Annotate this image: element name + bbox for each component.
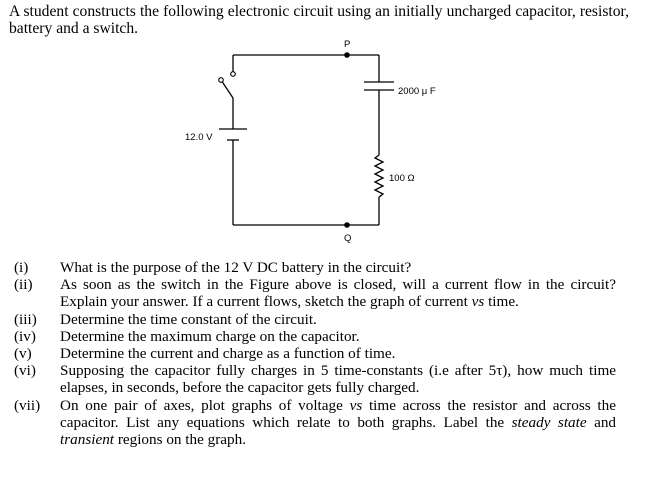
- question-item: [14, 311, 616, 328]
- question-item: [14, 276, 616, 310]
- question-number: (i): [14, 259, 29, 276]
- question-list: [14, 259, 616, 448]
- question-number: (vi): [14, 362, 36, 380]
- switch-blade: [221, 80, 233, 98]
- question-item: [14, 397, 616, 449]
- question-item: [14, 259, 616, 276]
- question-number: (ii): [14, 276, 33, 294]
- question-text-italic: steady state: [511, 413, 587, 431]
- question-text-run: What is the purpose of the 12 V DC battery in the circuit?: [60, 259, 412, 276]
- label-p: P: [344, 39, 351, 50]
- resistor-zigzag: [375, 155, 383, 197]
- question-text-run: and: [586, 413, 617, 431]
- question-text-run: On one pair of axes, plot graphs of voltage: [60, 396, 350, 414]
- question-text-italic: transient: [60, 431, 115, 449]
- question-text-italic: vs: [471, 293, 485, 311]
- question-text: [60, 345, 616, 362]
- battery-voltage-label: 12.0 V: [185, 132, 213, 143]
- label-q: Q: [344, 233, 352, 244]
- question-text-run: As soon as the switch in the Figure above is closed, will a current flow in the circuit? Explain your answer. If a current flows, sketch the graph of current: [60, 276, 616, 311]
- node-p: [344, 52, 350, 58]
- question-text-run: Determine the current and charge as a function of time.: [60, 345, 396, 363]
- question-number: (v): [14, 345, 32, 363]
- switch-terminal-top: [231, 72, 236, 77]
- question-text: [60, 311, 616, 328]
- intro-text: A student constructs the following electronic circuit using an initially uncharged capacitor, resistor, battery and a switch.: [9, 3, 629, 37]
- question-text-run: Determine the maximum charge on the capacitor.: [60, 327, 360, 345]
- question-text-run: time.: [484, 293, 519, 311]
- question-item: [14, 328, 616, 345]
- node-q: [344, 222, 350, 228]
- question-number: (iii): [14, 310, 37, 328]
- question-text-run: regions on the graph.: [114, 431, 247, 449]
- resistor-value-label: 100 Ω: [389, 173, 415, 184]
- question-text: [60, 397, 616, 449]
- question-item: [14, 362, 616, 396]
- switch-terminal-pivot: [219, 78, 224, 83]
- question-text: [60, 362, 616, 396]
- question-text-run: Supposing the capacitor fully charges in 5 time-constants (i.e after 5τ), how much time elapses, in seconds, before the capacitor gets fully charged.: [60, 362, 616, 397]
- question-text: [60, 259, 616, 276]
- question-text-run: Determine the time constant of the circuit.: [60, 310, 317, 328]
- question-text: [60, 328, 616, 345]
- question-text-italic: vs: [349, 396, 363, 414]
- question-text: [60, 276, 616, 310]
- question-number: (iv): [14, 327, 36, 345]
- question-number: (vii): [14, 396, 41, 414]
- capacitor-value-label: 2000 μ F: [398, 86, 436, 97]
- question-item: [14, 345, 616, 362]
- question-text-run: time across the resistor and across the capacitor. List any equations which relate to both graphs. Label the: [60, 396, 616, 431]
